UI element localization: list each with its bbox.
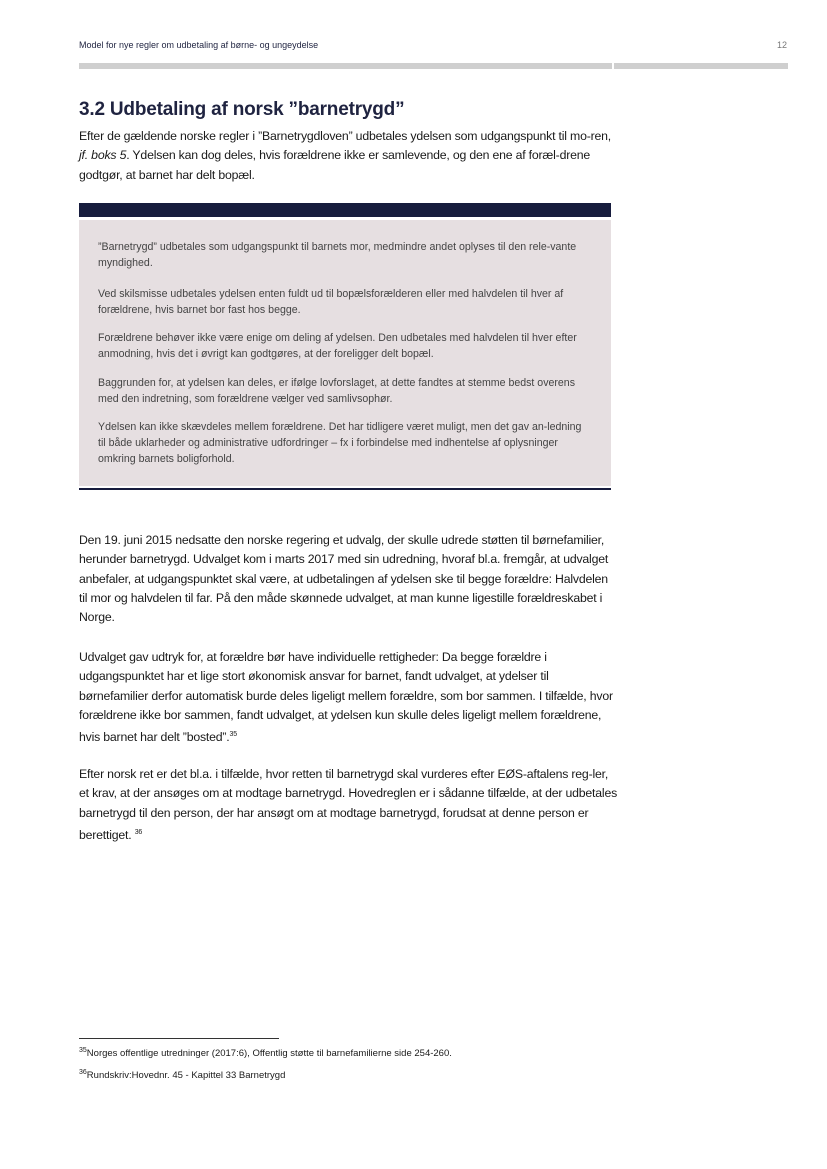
- footnote-ref-35[interactable]: 35: [229, 731, 237, 739]
- factbox-top-bar: [79, 203, 611, 217]
- footnote-number: 36: [79, 1069, 87, 1076]
- footnote-35: [79, 1047, 452, 1059]
- page-number: 12: [776, 40, 787, 50]
- running-header-title: Model for nye regler om udbetaling af børne- og ungeydelse: [79, 40, 319, 50]
- intro-box-reference: jf. boks 5: [79, 148, 127, 163]
- factbox-paragraph: Forældrene behøver ikke være enige om deling af ydelsen. Den udbetales med halvdelen til hver efter anmodning, hvis det i øvrigt kan godtgøres, at der foreligger delt bopæl.: [98, 332, 577, 360]
- body-paragraph-2-text: Udvalget gav udtryk for, at forældre bør have individuelle rettigheder: Da begge forældre i udgangspunktet har et lige stort økonomisk ansvar for barnet, fandt udvalget, at ydelser til børnefamilier derfor automatisk burde deles ligeligt mellem forældre, som bor sammen. I tilfælde, hvor forældrene ikke bor sammen, fandt udvalget, at ydelsen kun skulle deles ligeligt mellem forældrene, hvis barnet har delt ”bosted”.: [79, 650, 613, 745]
- header-rule: [79, 63, 788, 69]
- body-paragraph-2: [79, 648, 619, 748]
- section-heading: 3.2 Udbetaling af norsk ”barnetrygd”: [79, 99, 405, 120]
- footnote-text: Norges offentlige utredninger (2017:6), Offentlig støtte til barnefamilierne side 254-260.: [86, 1048, 452, 1060]
- intro-text-1: Efter de gældende norske regler i ”Barnetrygdloven” udbetales ydelsen som udgangspunkt til mo-ren,: [79, 129, 612, 143]
- factbox-paragraph: Baggrunden for, at ydelsen kan deles, er ifølge lovforslaget, at dette fandtes at stemme bedst overens med den indretning, som forældrene vælger ved samlivsophør.: [98, 377, 575, 405]
- footnote-rule: [79, 1038, 279, 1039]
- footnote-number: 35: [79, 1047, 87, 1054]
- body-paragraph-3: [79, 765, 619, 845]
- factbox-paragraph: Ved skilsmisse udbetales ydelsen enten fuldt ud til bopælsforælderen eller med halvdelen til hver af forældrene, hvis barnet bor fast hos begge.: [98, 288, 564, 316]
- footnote-ref-36[interactable]: 36: [134, 828, 143, 836]
- factbox-paragraph: Ydelsen kan ikke skævdeles mellem forældrene. Det har tidligere været muligt, men det gav an-ledning til både uklarheder og administrative udfordringer – fx i forbindelse med indhentelse af oplysninger omkring barnets boligforhold.: [98, 421, 582, 465]
- footnote-text: Rundskriv:Hovednr. 45 - Kapittel 33 Barnetrygd: [86, 1070, 286, 1082]
- intro-paragraph: [79, 127, 619, 185]
- factbox-paragraph: ”Barnetrygd” udbetales som udgangspunkt til barnets mor, medmindre andet oplyses til den rele-vante myndighed.: [98, 241, 577, 269]
- body-paragraph-1: Den 19. juni 2015 nedsatte den norske regering et udvalg, der skulle udrede støtten til børnefamilier, herunder barnetrygd. Udvalget kom i marts 2017 med sin udredning, hvoraf bl.a. fremgår, at udvalget anbefaler, at udgangspunktet skal være, at udbetalingen af ydelsen ske til begge forældre: Halvdelen til mor og halvdelen til far. På den måde skønnede udvalget, at man kunne ligestille forældreskabet i Norge.: [79, 533, 609, 625]
- body-paragraph-3-text: Efter norsk ret er det bl.a. i tilfælde, hvor retten til barnetrygd skal vurderes efter EØS-aftalens reg-ler, et krav, at der ansøges om at modtage barnetrygd. Hovedreglen er i sådanne tilfælde, at der udbetales barnetrygd til den person, der har ansøgt om at modtage barnetrygd, forudsat at denne person er berettiget.: [79, 767, 618, 842]
- header-rule-gap: [612, 63, 614, 69]
- intro-text-2: . Ydelsen kan dog deles, hvis forældrene ikke er samlevende, og den ene af foræl-drene godtgør, at barnet har delt bopæl.: [79, 148, 591, 182]
- footnote-36: [79, 1069, 285, 1081]
- factbox-bottom-rule: [79, 488, 611, 490]
